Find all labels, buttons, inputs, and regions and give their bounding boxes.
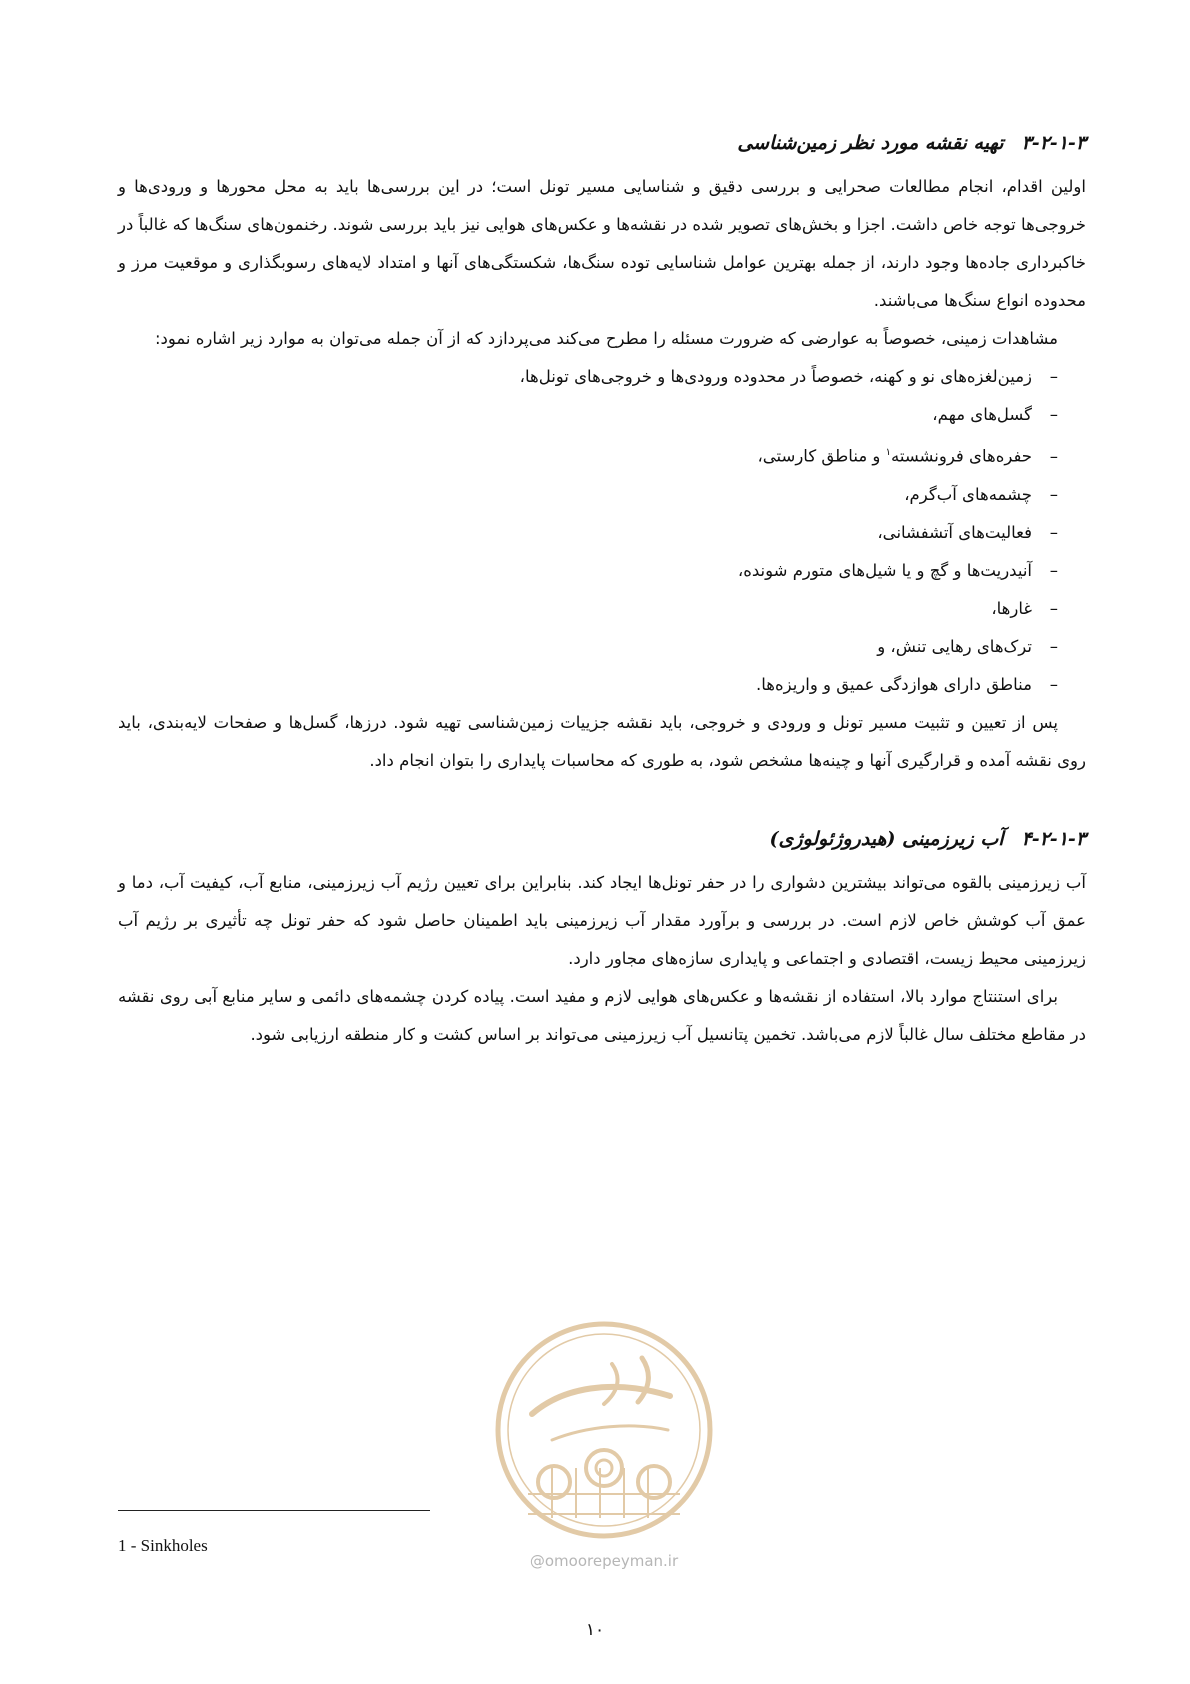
dash-bullet: – [1049,598,1058,618]
bullet-list [118,358,1086,704]
dash-bullet: – [1049,674,1058,694]
paragraph: برای استنتاج موارد بالا، استفاده از نقشه‌ها و عکس‌های هوایی لازم و مفید است. پیاده کردن چشمه‌های دائمی و سایر منابع آبی روی نقشه در مقاطع مختلف سال غالباً لازم می‌باشد. تخمین پتانسیل آب زیرزمینی می‌تواند بر اساس کشت و کار منطقه ارزیابی شود. [118,986,1086,1044]
list-item: –زمین‌لغزه‌های نو و کهنه، خصوصاً در محدوده ورودی‌ها و خروجی‌های تونل‌ها، [118,358,1058,396]
list-item: –مناطق دارای هوازدگی عمیق و واریزه‌ها. [118,666,1058,704]
footnote-divider [118,1510,430,1511]
footnote-marker: ۱ [885,447,891,458]
dash-bullet: – [1049,484,1058,504]
paragraph: اولین اقدام، انجام مطالعات صحرایی و بررسی دقیق و شناسایی مسیر تونل است؛ در این بررسی‌ها باید به محل محورها و ورودی‌ها و خروجی‌ها توجه خاص داشت. اجزا و بخش‌های تصویر شده در نقشه‌ها و عکس‌های هوایی نیز باید بررسی شوند. رخنمون‌های سنگ‌ها که غالباً در خاکبرداری جاده‌ها وجود دارند، از جمله بهترین عوامل شناسایی توده سنگ‌ها، شکستگی‌های آنها و امتداد لایه‌های رسوبگذاری و موقعیت مرز و محدوده انواع سنگ‌ها می‌باشند. [118,177,1086,310]
section-title: آب زیرزمینی (هیدروژئولوژی) [769,827,1004,850]
section-title: تهیه نقشه مورد نظر زمین‌شناسی [737,132,1004,154]
watermark-logo [492,1318,716,1542]
paragraph: مشاهدات زمینی، خصوصاً به عوارضی که ضرورت مسئله را مطرح می‌کند می‌پردازد که از آن جمله می‌توان به موارد زیر اشاره نمود: [154,329,1058,348]
dash-bullet: – [1049,405,1058,424]
list-item: –ترک‌های رهایی تنش، و [118,628,1058,666]
page-body [118,128,1086,1054]
list-item: –حفره‌های فرونشسته$^۱$ و مناطق کارستی، [118,434,1058,476]
section-number: ۳-۲-۱-۳ [1021,132,1086,154]
section-heading-3-2-1-4 [118,824,1086,854]
dash-bullet: – [1049,446,1058,466]
paragraph: پس از تعیین و تثبیت مسیر تونل و ورودی و خروجی، باید نقشه جزییات زمین‌شناسی تهیه شود. درزها، گسل‌ها و صفحات لایه‌بندی، باید روی نقشه آمده و قرارگیری آنها و چینه‌ها مشخص شود، به طوری که محاسبات پایداری را بتوان انجام داد. [118,712,1086,770]
paragraph: آب زیرزمینی بالقوه می‌تواند بیشترین دشواری را در حفر تونل‌ها ایجاد کند. بنابراین برای تعیین رژیم آب زیرزمینی، منابع آب، کیفیت آب، دما و عمق آب کوشش خاص لازم است. در بررسی و برآورد مقدار آب زیرزمینی باید اطمینان حاصل شود که حفر تونل چه تأثیری بر رژیم آب زیرزمینی محیط زیست، اقتصادی و اجتماعی و پایداری سازه‌های مجاور دارد. [118,872,1086,968]
dash-bullet: – [1049,522,1058,542]
dash-bullet: – [1049,367,1058,386]
section-number: ۴-۲-۱-۳ [1021,827,1086,850]
list-item: –گسل‌های مهم، [118,396,1058,434]
page-number: ۱۰ [585,1620,605,1640]
list-item: –فعالیت‌های آتشفشانی، [118,514,1058,552]
watermark-url: @omoorepeyman.ir [529,1552,679,1570]
dash-bullet: – [1049,636,1058,656]
section-heading-3-2-1-3 [118,128,1086,158]
list-item: –آنیدریت‌ها و گچ و یا شیل‌های متورم شونده، [118,552,1058,590]
dash-bullet: – [1049,560,1058,580]
list-item: –چشمه‌های آب‌گرم، [118,476,1058,514]
footnote: 1 - Sinkholes [118,1536,208,1555]
list-item: –غارها، [118,590,1058,628]
